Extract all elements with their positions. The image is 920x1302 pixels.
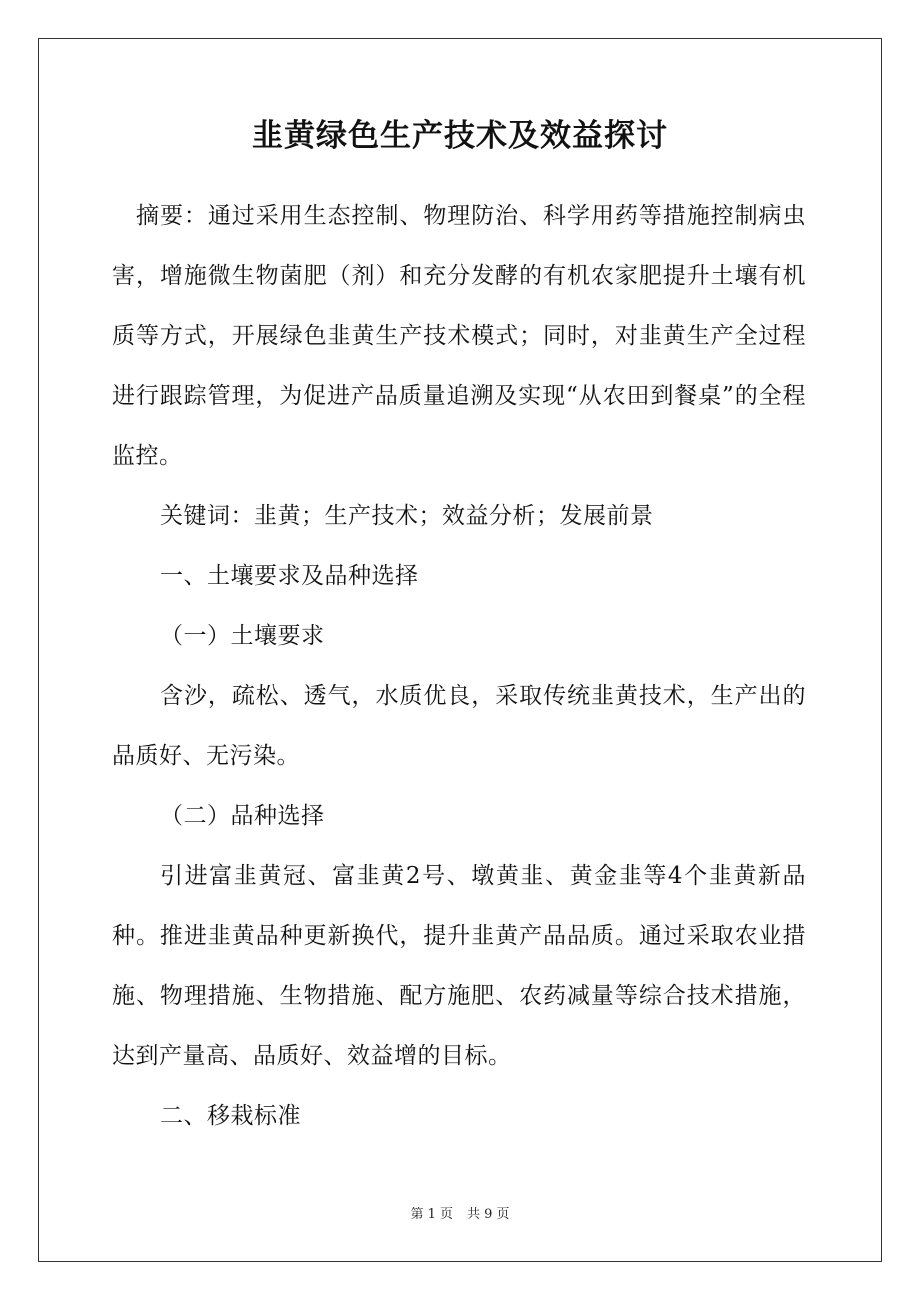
page-total: 共 9 页 <box>467 1207 510 1222</box>
document-body <box>112 186 806 1146</box>
abstract-paragraph: 摘要：通过采用生态控制、物理防治、科学用药等措施控制病虫害，增施微生物菌肥（剂）和充分发酵的有机农家肥提升土壤有机质等方式，开展绿色韭黄生产技术模式；同时，对韭黄生产全过程进行跟踪管理，为促进产品质量追溯及实现“从农田到餐桌”的全程监控。 <box>112 203 806 469</box>
page-number: 第 1 页 <box>410 1207 453 1222</box>
body-paragraph: 含沙，疏松、透气，水质优良，采取传统韭黄技术，生产出的品质好、无污染。 <box>112 683 806 769</box>
keywords-paragraph: 关键词：韭黄；生产技术；效益分析；发展前景 <box>160 503 654 529</box>
section-heading-1: 一、土壤要求及品种选择 <box>160 563 419 589</box>
subsection-heading-2: （二）品种选择 <box>160 803 325 829</box>
document-title: 韭黄绿色生产技术及效益探讨 <box>252 118 668 154</box>
subsection-heading-1: （一）土壤要求 <box>160 623 325 649</box>
body-paragraph: 引进富韭黄冠、富韭黄2号、墩黄韭、黄金韭等4个韭黄新品种。推进韭黄品种更新换代，提升韭黄产品品质。通过采取农业措施、物理措施、生物措施、配方施肥、农药减量等综合技术措施，达到产量高、品质好、效益增的目标。 <box>112 863 806 1069</box>
page-footer <box>0 1206 920 1224</box>
section-heading-2: 二、移栽标准 <box>160 1103 301 1129</box>
